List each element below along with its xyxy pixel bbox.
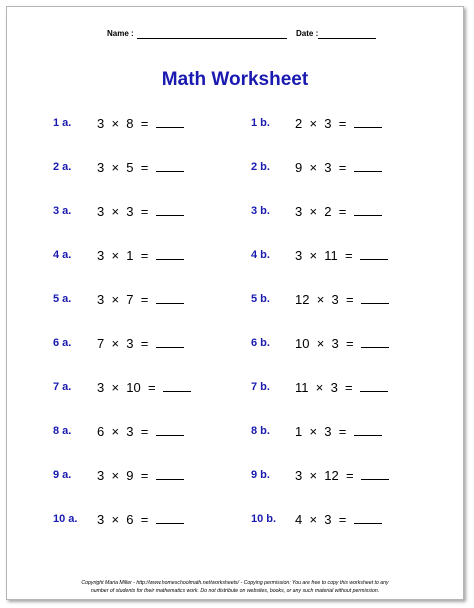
problem-number: 6 b. bbox=[251, 337, 270, 349]
problem-expression bbox=[97, 247, 184, 263]
problem-expression bbox=[97, 291, 184, 307]
problem-row bbox=[251, 423, 451, 443]
answer-blank[interactable] bbox=[354, 511, 382, 524]
problem-expression bbox=[295, 335, 389, 351]
problem-number: 1 b. bbox=[251, 117, 270, 129]
operand-a: 3 bbox=[97, 380, 105, 395]
operand-a: 3 bbox=[97, 468, 105, 483]
multiply-operator: × bbox=[111, 336, 120, 351]
operand-b: 3 bbox=[126, 204, 134, 219]
equals-sign: = bbox=[140, 468, 149, 483]
equals-sign: = bbox=[140, 292, 149, 307]
operand-b: 3 bbox=[324, 512, 332, 527]
problem-number: 1 a. bbox=[53, 117, 72, 129]
equals-sign: = bbox=[338, 204, 347, 219]
answer-blank[interactable] bbox=[354, 159, 382, 172]
operand-b: 2 bbox=[324, 204, 332, 219]
answer-blank[interactable] bbox=[361, 291, 389, 304]
equals-sign: = bbox=[338, 512, 347, 527]
date-line bbox=[318, 38, 376, 39]
problem-row bbox=[53, 423, 253, 443]
problem-expression bbox=[295, 291, 389, 307]
answer-blank[interactable] bbox=[156, 159, 184, 172]
problem-number: 4 b. bbox=[251, 249, 270, 261]
operand-b: 10 bbox=[126, 380, 141, 395]
equals-sign: = bbox=[140, 204, 149, 219]
operand-b: 3 bbox=[324, 160, 332, 175]
problem-number: 9 a. bbox=[53, 469, 72, 481]
multiply-operator: × bbox=[111, 424, 120, 439]
multiply-operator: × bbox=[111, 204, 120, 219]
operand-a: 3 bbox=[97, 512, 105, 527]
operand-a: 3 bbox=[97, 248, 105, 263]
answer-blank[interactable] bbox=[156, 115, 184, 128]
problem-number: 2 b. bbox=[251, 161, 270, 173]
answer-blank[interactable] bbox=[361, 467, 389, 480]
multiply-operator: × bbox=[111, 116, 120, 131]
operand-b: 3 bbox=[126, 424, 134, 439]
operand-b: 3 bbox=[324, 424, 332, 439]
problem-expression bbox=[97, 467, 184, 483]
operand-b: 5 bbox=[126, 160, 134, 175]
multiply-operator: × bbox=[111, 160, 120, 175]
multiply-operator: × bbox=[309, 116, 318, 131]
multiply-operator: × bbox=[315, 380, 324, 395]
operand-b: 9 bbox=[126, 468, 134, 483]
operand-a: 2 bbox=[295, 116, 303, 131]
answer-blank[interactable] bbox=[156, 423, 184, 436]
problem-expression bbox=[295, 379, 388, 395]
answer-blank[interactable] bbox=[163, 379, 191, 392]
equals-sign: = bbox=[338, 116, 347, 131]
problem-row bbox=[53, 335, 253, 355]
operand-b: 11 bbox=[324, 248, 338, 263]
problem-number: 5 b. bbox=[251, 293, 270, 305]
multiply-operator: × bbox=[309, 160, 318, 175]
operand-a: 3 bbox=[97, 204, 105, 219]
problem-expression bbox=[295, 423, 382, 439]
problem-number: 9 b. bbox=[251, 469, 270, 481]
answer-blank[interactable] bbox=[354, 115, 382, 128]
multiply-operator: × bbox=[309, 204, 318, 219]
problem-row bbox=[53, 467, 253, 487]
answer-blank[interactable] bbox=[156, 203, 184, 216]
problem-number: 7 a. bbox=[53, 381, 72, 393]
problem-row bbox=[251, 115, 451, 135]
problem-number: 6 a. bbox=[53, 337, 72, 349]
equals-sign: = bbox=[140, 160, 149, 175]
problem-expression bbox=[295, 247, 388, 263]
operand-b: 3 bbox=[126, 336, 134, 351]
multiply-operator: × bbox=[309, 512, 318, 527]
operand-a: 3 bbox=[97, 160, 105, 175]
problem-expression bbox=[295, 511, 382, 527]
equals-sign: = bbox=[346, 336, 354, 351]
operand-a: 3 bbox=[295, 248, 303, 263]
problem-row bbox=[251, 203, 451, 223]
problem-row bbox=[53, 115, 253, 135]
operand-a: 3 bbox=[97, 292, 105, 307]
problem-row bbox=[53, 247, 253, 267]
equals-sign: = bbox=[140, 512, 149, 527]
problem-row bbox=[53, 291, 253, 311]
footer-line-2: number of students for their mathematics work. Do not distribute on websites, books, or any such material without permission. bbox=[90, 588, 380, 594]
name-line bbox=[137, 38, 287, 39]
operand-a: 4 bbox=[295, 512, 303, 527]
operand-a: 9 bbox=[295, 160, 303, 175]
problem-expression bbox=[97, 159, 184, 175]
equals-sign: = bbox=[140, 248, 149, 263]
problem-row bbox=[53, 379, 253, 399]
answer-blank[interactable] bbox=[361, 335, 389, 348]
multiply-operator: × bbox=[309, 468, 318, 483]
page-title: Math Worksheet bbox=[161, 69, 309, 90]
problem-number: 5 a. bbox=[53, 293, 72, 305]
answer-blank[interactable] bbox=[156, 247, 184, 260]
problem-expression bbox=[97, 511, 184, 527]
operand-a: 3 bbox=[97, 116, 105, 131]
operand-a: 3 bbox=[295, 204, 303, 219]
name-label: Name : bbox=[107, 29, 134, 38]
operand-b: 8 bbox=[126, 116, 134, 131]
operand-b: 3 bbox=[331, 336, 339, 351]
multiply-operator: × bbox=[309, 424, 318, 439]
operand-a: 12 bbox=[295, 292, 310, 307]
operand-a: 7 bbox=[97, 336, 105, 351]
problem-expression bbox=[97, 115, 184, 131]
operand-a: 3 bbox=[295, 468, 303, 483]
multiply-operator: × bbox=[111, 512, 120, 527]
equals-sign: = bbox=[338, 424, 347, 439]
equals-sign: = bbox=[140, 424, 149, 439]
multiply-operator: × bbox=[111, 248, 120, 263]
answer-blank[interactable] bbox=[156, 335, 184, 348]
problem-number: 3 a. bbox=[53, 205, 72, 217]
answer-blank[interactable] bbox=[360, 247, 388, 260]
footer bbox=[7, 579, 463, 595]
problem-row bbox=[251, 291, 451, 311]
equals-sign: = bbox=[346, 292, 354, 307]
problem-row bbox=[251, 335, 451, 355]
operand-b: 7 bbox=[126, 292, 134, 307]
problem-number: 4 a. bbox=[53, 249, 72, 261]
equals-sign: = bbox=[345, 248, 353, 263]
problem-row bbox=[251, 467, 451, 487]
problem-number: 8 a. bbox=[53, 425, 72, 437]
operand-b: 1 bbox=[126, 248, 134, 263]
problem-expression bbox=[97, 335, 184, 351]
equals-sign: = bbox=[140, 116, 149, 131]
problem-number: 10 b. bbox=[251, 513, 277, 525]
problem-expression bbox=[97, 203, 184, 219]
problem-row bbox=[251, 159, 451, 179]
problem-number: 10 a. bbox=[53, 513, 78, 525]
answer-blank[interactable] bbox=[156, 467, 184, 480]
problem-row bbox=[251, 247, 451, 267]
operand-b: 3 bbox=[324, 116, 332, 131]
answer-blank[interactable] bbox=[354, 423, 382, 436]
operand-a: 11 bbox=[295, 380, 309, 395]
operand-a: 1 bbox=[295, 424, 303, 439]
worksheet-page bbox=[6, 6, 464, 600]
problem-expression bbox=[97, 379, 191, 395]
equals-sign: = bbox=[148, 380, 156, 395]
problem-expression bbox=[295, 203, 382, 219]
equals-sign: = bbox=[140, 336, 149, 351]
problem-row bbox=[251, 379, 451, 399]
problem-number: 8 b. bbox=[251, 425, 270, 437]
problem-row bbox=[53, 159, 253, 179]
problem-number: 3 b. bbox=[251, 205, 270, 217]
problem-expression bbox=[295, 467, 389, 483]
operand-b: 12 bbox=[324, 468, 339, 483]
problem-number: 2 a. bbox=[53, 161, 72, 173]
problem-row bbox=[251, 511, 451, 531]
problem-row bbox=[53, 203, 253, 223]
equals-sign: = bbox=[345, 380, 353, 395]
answer-blank[interactable] bbox=[360, 379, 388, 392]
operand-b: 3 bbox=[330, 380, 338, 395]
operand-a: 6 bbox=[97, 424, 105, 439]
multiply-operator: × bbox=[111, 380, 120, 395]
date-label: Date : bbox=[296, 29, 319, 38]
operand-a: 10 bbox=[295, 336, 310, 351]
problem-expression bbox=[295, 115, 382, 131]
operand-b: 6 bbox=[126, 512, 134, 527]
multiply-operator: × bbox=[309, 248, 318, 263]
problem-row bbox=[53, 511, 253, 531]
equals-sign: = bbox=[338, 160, 347, 175]
problem-expression bbox=[295, 159, 382, 175]
header bbox=[7, 29, 463, 43]
equals-sign: = bbox=[346, 468, 354, 483]
footer-line-1: Copyright Maria Miller - http://www.homeschoolmath.net/worksheets/ - Copying permission: You are free to copy this worksheet to any bbox=[81, 580, 389, 586]
multiply-operator: × bbox=[111, 468, 120, 483]
multiply-operator: × bbox=[111, 292, 120, 307]
operand-b: 3 bbox=[331, 292, 339, 307]
problem-expression bbox=[97, 423, 184, 439]
answer-blank[interactable] bbox=[156, 291, 184, 304]
answer-blank[interactable] bbox=[354, 203, 382, 216]
multiply-operator: × bbox=[316, 292, 325, 307]
answer-blank[interactable] bbox=[156, 511, 184, 524]
multiply-operator: × bbox=[316, 336, 325, 351]
problem-number: 7 b. bbox=[251, 381, 270, 393]
